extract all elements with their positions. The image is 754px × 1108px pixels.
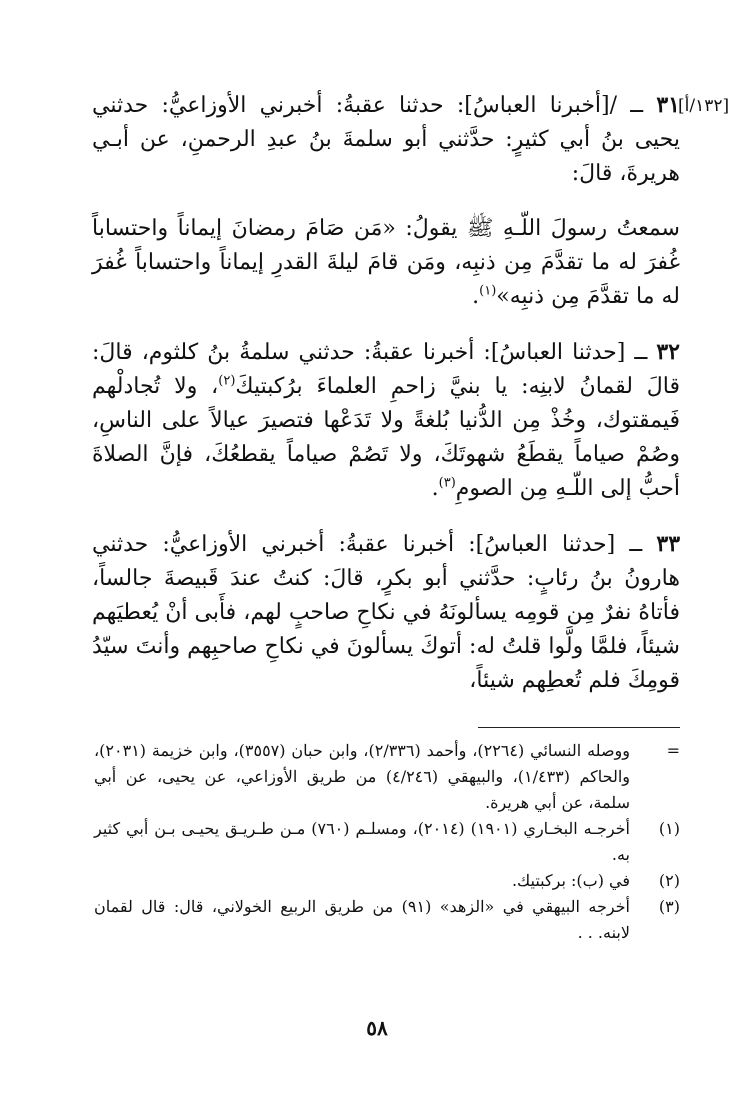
hadith-text: ــ [حدثنا العباسُ]: أخبرنا عقبةُ: أخبرني الأوزاعيُّ: حدثني هارونُ بنُ رئابٍ: حدَّثني أبو بكرٍ، قالَ: كنتُ عندَ قَبيصةَ جالساً، فأتاهُ نفرٌ مِن قومِه يسألونَهُ في نكاحِ صاحبٍ لهم، فأَبى أنْ يُعطيَهم شيئاً، فلمَّا ولَّوا قلتُ له: أتوكَ يسألونَ في نكاحِ صاحبِهم وأنتَ سيّدُ قومِكَ فلم تُعطِهم شيئاً، (92, 532, 680, 693)
folio-marker: [١٣٢/أ] (678, 96, 730, 116)
footnote-2 (94, 868, 680, 894)
hadith-number: ٣٣ (656, 531, 681, 557)
footnote-3 (94, 894, 680, 946)
footnote-text: أخرجه البيهقي في «الزهد» (٩١) من طريق الربيع الخولاني، قال: قال لقمان لابنه. . . (94, 897, 631, 942)
hadith-text: ــ /[أخبرنا العباسُ]: حدثنا عقبةُ: أخبرني الأوزاعيُّ: حدثني يحيى بنُ أبي كثيرٍ: حدَّثني أبو سلمةَ بنُ عبدِ الرحمنِ، عن أبـي هريرةَ، قالَ: (92, 93, 680, 186)
hadith-tail: . (431, 476, 439, 501)
footnote-mark: (١) (658, 819, 680, 838)
main-text (92, 88, 680, 719)
footnotes (94, 738, 680, 946)
hadith-tail: . (472, 284, 480, 309)
hadith-text: سمعتُ رسولَ اللّـهِ ﷺ يقولُ: «مَن صَامَ رمضانَ إيماناً واحتساباً غُفرَ له ما تقدَّمَ مِن ذنبِه، ومَن قامَ ليلةَ القدرِ إيماناً واحتساباً غُفرَ له ما تقدَّمَ مِن ذنبِه» (92, 216, 680, 309)
footnote-ref: (١) (479, 283, 497, 299)
hadith-33 (92, 527, 680, 698)
page-number: ٥٨ (366, 1016, 388, 1040)
footnote-text: في (ب): بركبتيك. (511, 871, 630, 890)
hadith-tail: ، ولا تُجادلْهم فَيمقتوك، وخُذْ مِن الدُّنيا بُلغةً ولا تَدَعْها فتصيرَ عيالاً على الناسِ، وصُمْ صياماً يقطَعُ شهوتَكَ، ولا تَصُمْ صياماً يقطعُكَ، فإنَّ الصلاةَ أحبُّ إلى اللّـهِ مِن الصومِ (92, 374, 680, 501)
footnote-text: أخرجـه البخـاري (١٩٠١) (٢٠١٤)، ومسلـم (٧٦٠) مـن طـريـق يحيـى بـن أبي كثير به. (94, 819, 631, 864)
footnote-ref: (٢) (218, 373, 236, 389)
footnote-mark: (٣) (658, 897, 680, 916)
footnote-mark: (٢) (658, 871, 680, 890)
hadith-number: ٣١ (656, 92, 680, 118)
hadith-31 (92, 88, 680, 191)
footnote-ref: (٣) (438, 475, 456, 491)
hadith-32 (92, 335, 680, 506)
footnote-text: ووصله النسائي (٢٢٦٤)، وأحمد (٢/٣٣٦)، وابن حبان (٣٥٥٧)، وابن خزيمة (٢٠٣١)، والحاكم (١/٤٣٣)، والبيهقي (٤/٢٤٦) من طريق الأوزاعي، عن يحيى، عن أبي سلمة، عن أبي هريرة. (94, 741, 631, 812)
hadith-number: ٣٢ (656, 339, 680, 365)
footnote-divider (478, 727, 680, 728)
footnote-mark: = (666, 741, 680, 760)
hadith-text: ــ [حدثنا العباسُ]: أخبرنا عقبةُ: حدثني سلمةُ بنُ كلثوم، قالَ: قالَ لقمانُ لابنِه: يا بنيَّ زاحمِ العلماءَ برُكبتيكَ (92, 340, 680, 399)
footnote-1 (94, 816, 680, 868)
hadith-31-matn (92, 212, 680, 314)
footnote-continuation (94, 738, 680, 816)
